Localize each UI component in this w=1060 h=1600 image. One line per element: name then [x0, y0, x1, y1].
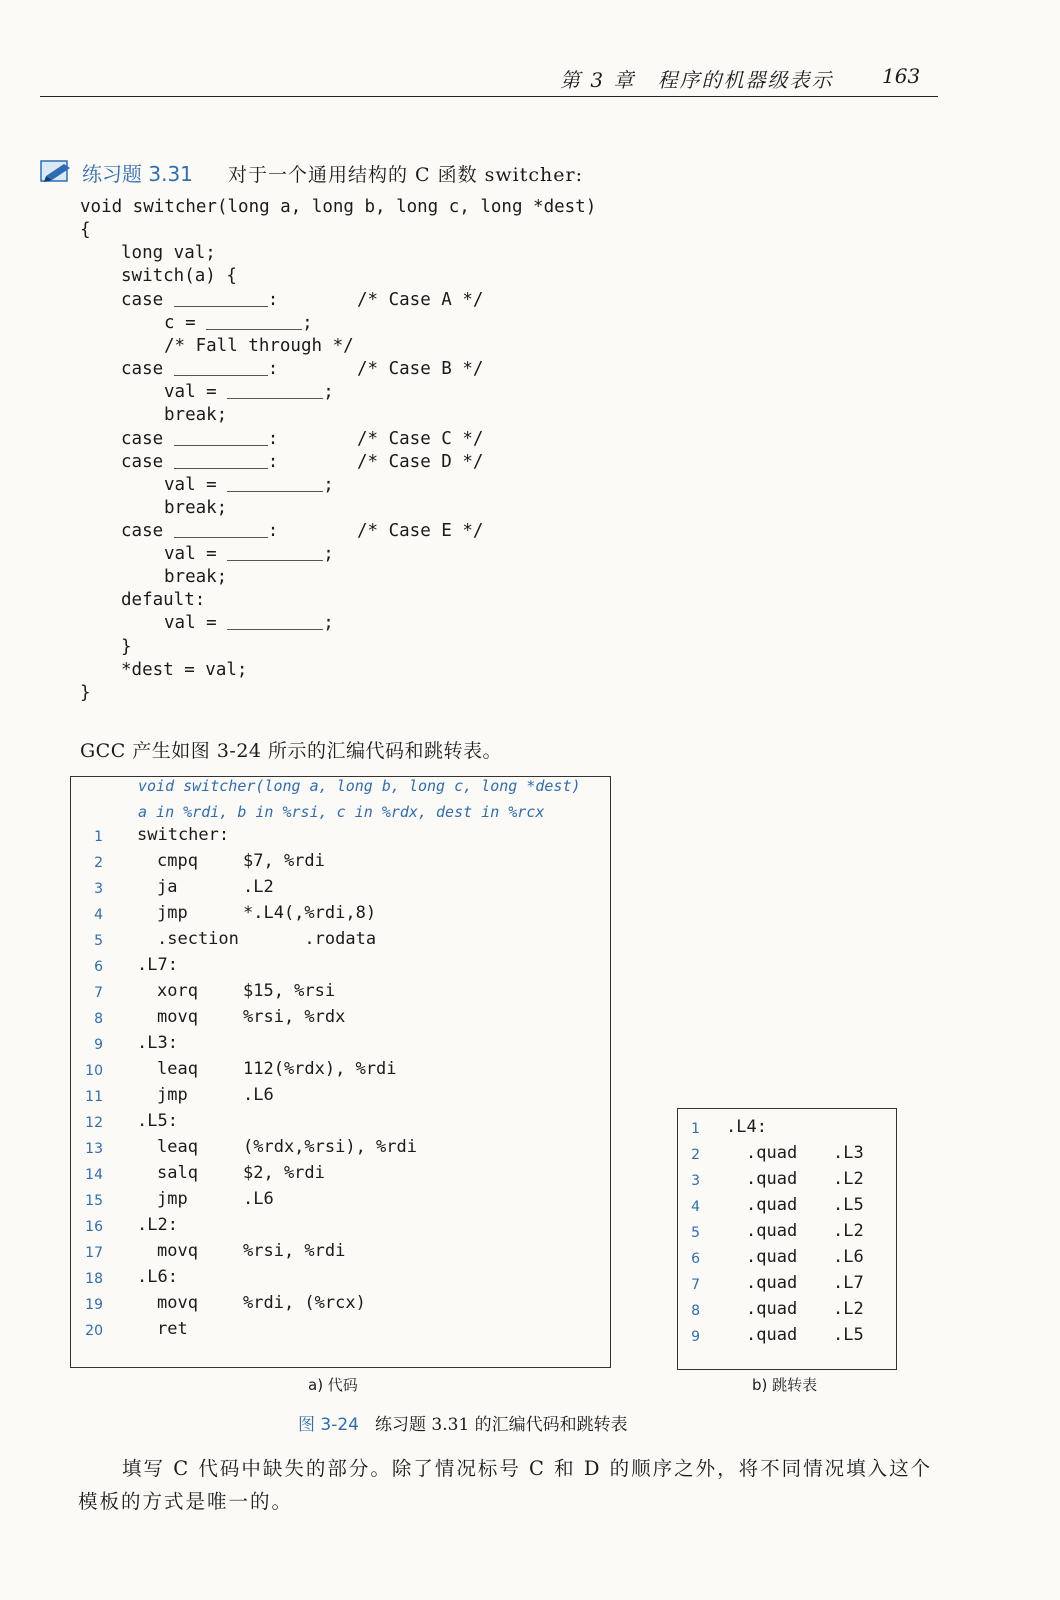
instruction-paragraph: 填写 C 代码中缺失的部分。除了情况标号 C 和 D 的顺序之外，将不同情况填入这个模板的方式是唯一的。 [78, 1457, 933, 1513]
asm-opcode: movq [157, 1241, 198, 1261]
asm-operand: .L2 [833, 1221, 864, 1241]
line-number: 8 [691, 1303, 700, 1319]
code-line: val = ; [164, 382, 334, 402]
asm-operand: .L2 [243, 877, 274, 897]
line-number: 9 [691, 1329, 700, 1345]
asm-row [678, 1325, 896, 1349]
line-number: 7 [94, 985, 103, 1001]
code-line: void switcher(long a, long b, long c, long *dest) [80, 197, 597, 217]
asm-row [678, 1247, 896, 1271]
asm-row [71, 851, 610, 875]
code-line: val = ; [164, 544, 334, 564]
header-rule [40, 96, 938, 97]
asm-operand: $7, %rdi [243, 851, 325, 871]
asm-opcode: .quad [746, 1143, 798, 1163]
asm-row [71, 825, 610, 849]
asm-operand: .L5 [833, 1195, 864, 1215]
line-number: 6 [94, 959, 103, 975]
code-line: default: [121, 590, 206, 610]
asm-row [678, 1169, 896, 1193]
asm-opcode: .quad [746, 1169, 798, 1189]
asm-operand: .L2 [833, 1169, 864, 1189]
asm-opcode: .quad [746, 1247, 798, 1267]
asm-opcode: .section [157, 929, 239, 949]
asm-operand: .L6 [243, 1085, 274, 1105]
jump-table-box [677, 1108, 897, 1370]
asm-row [71, 1241, 610, 1265]
figure-title [298, 1410, 628, 1435]
asm-row [71, 1319, 610, 1343]
asm-operand: .L7 [833, 1273, 864, 1293]
asm-opcode: .quad [746, 1325, 798, 1345]
line-number: 17 [85, 1245, 103, 1261]
caption-a: a) 代码 [308, 1376, 358, 1394]
line-number: 19 [85, 1297, 103, 1313]
line-number: 6 [691, 1251, 700, 1267]
asm-opcode: ret [157, 1319, 188, 1339]
code-line: val = ; [164, 475, 334, 495]
asm-label: switcher: [137, 825, 230, 845]
caption-b: b) 跳转表 [752, 1376, 818, 1394]
line-number: 18 [85, 1271, 103, 1287]
asm-opcode: leaq [157, 1137, 198, 1157]
asm-opcode: movq [157, 1007, 198, 1027]
asm-operand: $15, %rsi [243, 981, 336, 1001]
code-comment: /* Case A */ [357, 290, 484, 310]
chapter-header-title: 第 3 章 程序的机器级表示 [560, 68, 834, 92]
asm-operand: %rsi, %rdi [243, 1241, 346, 1261]
asm-label: .L2: [137, 1215, 178, 1235]
asm-label: .L7: [137, 955, 178, 975]
asm-opcode: .quad [746, 1273, 798, 1293]
code-line: case : [121, 521, 279, 541]
line-number: 7 [691, 1277, 700, 1293]
line-number: 3 [94, 881, 103, 897]
line-number: 1 [691, 1121, 700, 1137]
asm-row [71, 955, 610, 979]
code-line: } [80, 683, 91, 703]
asm-row [678, 1273, 896, 1297]
asm-opcode: jmp [157, 1189, 188, 1209]
asm-label: .L6: [137, 1267, 178, 1287]
line-number: 10 [85, 1063, 103, 1079]
fill-in-blank[interactable] [227, 475, 323, 492]
asm-row [678, 1117, 896, 1141]
line-number: 4 [691, 1199, 700, 1215]
line-number: 9 [94, 1037, 103, 1053]
fill-in-blank[interactable] [174, 452, 268, 469]
asm-opcode: jmp [157, 903, 188, 923]
line-number: 5 [691, 1225, 700, 1241]
code-line: case : [121, 290, 279, 310]
code-line: break; [164, 498, 228, 518]
asm-label: .L4: [726, 1117, 767, 1137]
asm-row [71, 877, 610, 901]
fill-in-blank[interactable] [174, 290, 268, 307]
asm-row [71, 1111, 610, 1135]
asm-operand: $2, %rdi [243, 1163, 325, 1183]
asm-operand: %rsi, %rdx [243, 1007, 346, 1027]
code-line: break; [164, 405, 228, 425]
code-line: } [121, 637, 132, 657]
figure-number: 图 3-24 [298, 1415, 359, 1435]
asm-row [71, 1293, 610, 1317]
fill-in-blank[interactable] [174, 429, 268, 446]
asm-opcode: leaq [157, 1059, 198, 1079]
line-number: 3 [691, 1173, 700, 1189]
line-number: 1 [94, 829, 103, 845]
asm-row [71, 903, 610, 927]
asm-label: .L3: [137, 1033, 178, 1053]
asm-opcode: salq [157, 1163, 198, 1183]
asm-operand: %rdi, (%rcx) [243, 1293, 366, 1313]
asm-row [71, 1163, 610, 1187]
code-comment: /* Case C */ [357, 429, 484, 449]
fill-in-blank[interactable] [174, 521, 268, 538]
code-line: c = ; [164, 313, 313, 333]
asm-row [71, 1137, 610, 1161]
line-number: 20 [85, 1323, 103, 1339]
asm-label: .L5: [137, 1111, 178, 1131]
line-number: 16 [85, 1219, 103, 1235]
asm-opcode: .quad [746, 1221, 798, 1241]
code-line: long val; [121, 243, 216, 263]
code-line: case : [121, 429, 279, 449]
code-comment: /* Case B */ [357, 359, 484, 379]
asm-opcode: ja [157, 877, 178, 897]
asm-comment: a in %rdi, b in %rsi, c in %rdx, dest in %rcx [138, 803, 545, 821]
exercise-intro: 对于一个通用结构的 C 函数 switcher: [228, 164, 583, 186]
fill-in-blank[interactable] [227, 382, 323, 399]
code-comment: /* Case E */ [357, 521, 484, 541]
asm-operand: 112(%rdx), %rdi [243, 1059, 397, 1079]
line-number: 12 [85, 1115, 103, 1131]
asm-row [71, 1085, 610, 1109]
asm-comment: void switcher(long a, long b, long c, long *dest) [138, 777, 581, 795]
code-line: switch(a) { [121, 266, 237, 286]
asm-row [71, 1215, 610, 1239]
asm-row [71, 1189, 610, 1213]
code-comment: /* Case D */ [357, 452, 484, 472]
fill-in-blank[interactable] [174, 359, 268, 376]
exercise-pencil-icon [40, 158, 74, 184]
line-number: 4 [94, 907, 103, 923]
line-number: 5 [94, 933, 103, 949]
code-line: case : [121, 452, 279, 472]
asm-row [71, 981, 610, 1005]
exercise-label: 练习题 3.31 [82, 162, 193, 186]
asm-row [678, 1195, 896, 1219]
asm-operand: *.L4(,%rdi,8) [243, 903, 377, 923]
asm-row [71, 1267, 610, 1291]
asm-opcode: .quad [746, 1299, 798, 1319]
asm-operand: .L2 [833, 1299, 864, 1319]
page-number: 163 [882, 64, 921, 88]
asm-operand: .rodata [243, 929, 377, 949]
assembly-code-box [70, 776, 611, 1368]
asm-opcode: movq [157, 1293, 198, 1313]
code-line: *dest = val; [121, 660, 248, 680]
asm-row [71, 1059, 610, 1083]
code-line: break; [164, 567, 228, 587]
asm-opcode: xorq [157, 981, 198, 1001]
asm-row [678, 1221, 896, 1245]
line-number: 11 [85, 1089, 103, 1105]
line-number: 2 [94, 855, 103, 871]
figure-caption-text: 练习题 3.31 的汇编代码和跳转表 [375, 1415, 628, 1435]
code-line: { [80, 220, 91, 240]
line-number: 15 [85, 1193, 103, 1209]
fill-in-blank[interactable] [206, 313, 302, 330]
asm-operand: .L3 [833, 1143, 864, 1163]
asm-opcode: jmp [157, 1085, 188, 1105]
asm-row [71, 929, 610, 953]
asm-row [71, 1033, 610, 1057]
code-line: /* Fall through */ [164, 336, 354, 356]
asm-opcode: .quad [746, 1195, 798, 1215]
fill-in-blank[interactable] [227, 613, 323, 630]
code-line: val = ; [164, 613, 334, 633]
fill-in-blank[interactable] [227, 544, 323, 561]
asm-operand: .L5 [833, 1325, 864, 1345]
asm-row [678, 1299, 896, 1323]
code-line: case : [121, 359, 279, 379]
asm-operand: .L6 [833, 1247, 864, 1267]
gcc-description: GCC 产生如图 3-24 所示的汇编代码和跳转表。 [80, 740, 503, 762]
asm-operand: .L6 [243, 1189, 274, 1209]
line-number: 2 [691, 1147, 700, 1163]
line-number: 14 [85, 1167, 103, 1183]
asm-row [71, 1007, 610, 1031]
asm-row [678, 1143, 896, 1167]
line-number: 8 [94, 1011, 103, 1027]
asm-opcode: cmpq [157, 851, 198, 871]
asm-operand: (%rdx,%rsi), %rdi [243, 1137, 417, 1157]
line-number: 13 [85, 1141, 103, 1157]
